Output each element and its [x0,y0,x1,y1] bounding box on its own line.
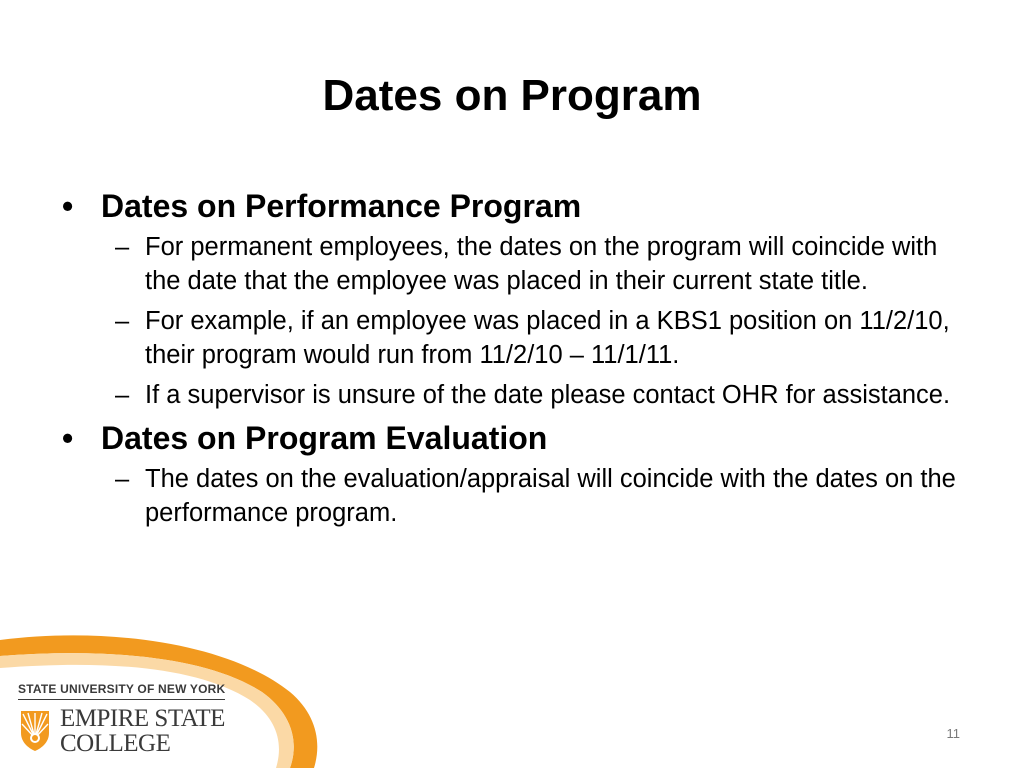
bullet-item [58,418,978,458]
college-name-line1: EMPIRE STATE [60,705,225,732]
sub-bullet-item [58,462,978,530]
sub-bullet-item [58,230,978,298]
sub-bullet-marker: – [115,233,130,261]
bullet-marker: • [62,188,74,224]
sub-bullet-text: If a supervisor is unsure of the date please contact OHR for assistance. [145,381,951,409]
bullet-text: Dates on Program Evaluation [101,420,548,456]
sub-bullet-text: The dates on the evaluation/appraisal will coincide with the dates on the performance program. [145,465,956,527]
sub-bullet-item [58,304,978,372]
sub-bullet-text: For permanent employees, the dates on the program will coincide with the date that the employee was placed in their current state title. [145,233,938,295]
logo-row [18,706,238,756]
university-name: STATE UNIVERSITY OF NEW YORK [18,682,225,700]
slide-content [58,186,978,536]
bullet-marker: • [62,420,74,456]
page-number: 11 [946,726,960,741]
bullet-text: Dates on Performance Program [101,188,582,224]
college-name [60,706,225,756]
sub-bullet-marker: – [115,465,130,493]
slide-title: Dates on Program [322,71,702,120]
sub-bullet-marker: – [115,381,130,409]
sub-bullet-item [58,378,978,412]
sunburst-seal-icon [18,708,52,752]
college-logo [18,682,238,756]
sub-bullet-text: For example, if an employee was placed in a KBS1 position on 11/2/10, their program would run from 11/2/10 – 11/1/11. [145,307,950,369]
bullet-item [58,186,978,226]
sub-bullet-marker: – [115,307,130,335]
college-name-line2: COLLEGE [60,730,171,757]
